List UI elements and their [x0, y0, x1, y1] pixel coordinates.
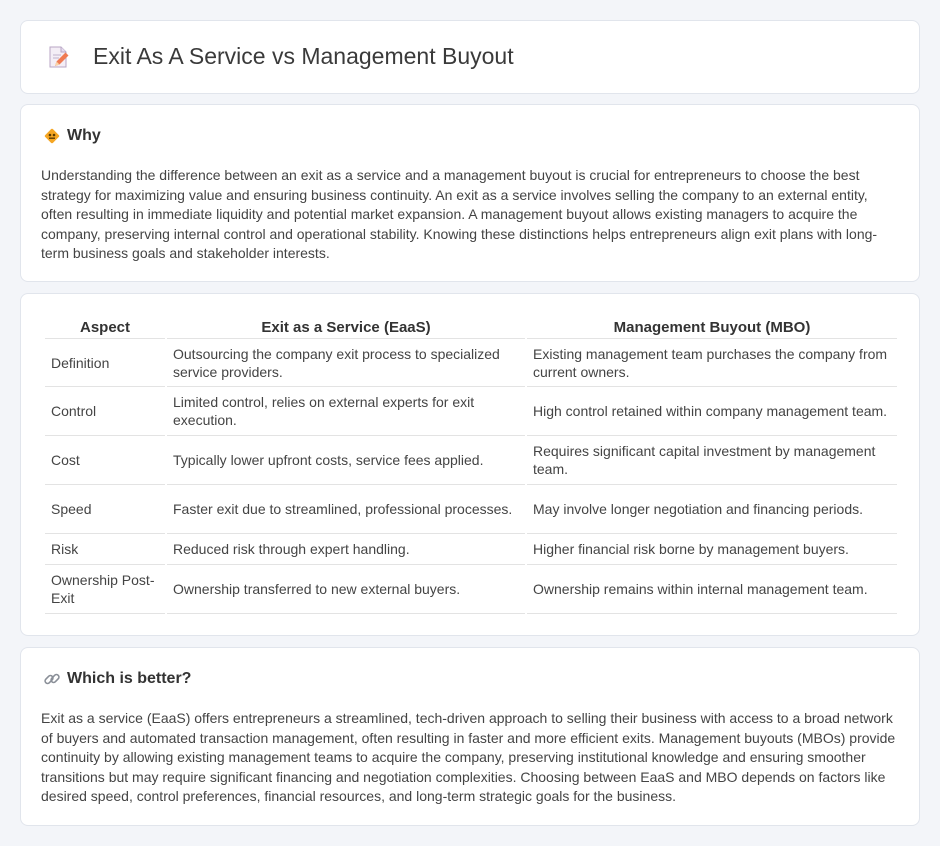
- diamond-sign-icon: [43, 127, 61, 145]
- link-icon: [43, 670, 61, 688]
- which-better-text: Exit as a service (EaaS) offers entrepreneurs a streamlined, tech-driven approach to selling their business with access to a broad network of buyers and automated transaction management, often resulting in faster and more efficient exits. Management buyouts (MBOs) provide continuity by allowing existing management teams to acquire the company, preserving institutional knowledge and ensuring smoother transitions but may require significant financing and negotiation complexities. Choosing between EaaS and MBO depends on factors like desired speed, control preferences, financial resources, and long-term strategic goals for the business.: [41, 710, 896, 804]
- header-aspect: Aspect: [79, 318, 131, 336]
- header-eaas: Exit as a Service (EaaS): [261, 318, 431, 336]
- aspect-cell: Ownership Post-Exit: [45, 565, 165, 614]
- aspect-cell: Cost: [45, 436, 165, 485]
- eaas-cell: Outsourcing the company exit process to specialized service providers.: [167, 338, 525, 387]
- header-mbo: Management Buyout (MBO): [613, 318, 811, 336]
- table-row: [45, 565, 897, 614]
- document-pencil-icon: [45, 44, 71, 70]
- aspect-cell: Risk: [45, 534, 165, 565]
- page-title: Exit As A Service vs Management Buyout: [93, 43, 514, 69]
- eaas-cell: Faster exit due to streamlined, professional processes.: [167, 485, 525, 534]
- table-row: [45, 338, 897, 387]
- which-better-title: Which is better?: [67, 670, 192, 687]
- aspect-cell: Speed: [45, 485, 165, 534]
- which-better-section: [20, 647, 920, 826]
- eaas-cell: Ownership transferred to new external buyers.: [167, 565, 525, 614]
- comparison-table: [43, 316, 899, 614]
- page-title-row: [45, 43, 514, 70]
- why-heading: [43, 127, 101, 145]
- eaas-cell: Reduced risk through expert handling.: [167, 534, 525, 565]
- eaas-cell: Limited control, relies on external experts for exit execution.: [167, 387, 525, 436]
- which-better-heading: [43, 670, 191, 688]
- table-row: [45, 485, 897, 534]
- comparison-section: [20, 293, 920, 636]
- table-header-row: [45, 316, 897, 338]
- mbo-cell: Existing management team purchases the company from current owners.: [527, 338, 897, 387]
- table-row: [45, 387, 897, 436]
- mbo-cell: Higher financial risk borne by management buyers.: [527, 534, 897, 565]
- mbo-cell: Ownership remains within internal management team.: [527, 565, 897, 614]
- table-row: [45, 436, 897, 485]
- why-text: Understanding the difference between an exit as a service and a management buyout is crucial for entrepreneurs to choose the best strategy for maximizing value and ensuring business continuity. An exit as a service involves selling the company to an external entity, often resulting in immediate liquidity and potential market expansion. A management buyout allows existing managers to acquire the company, preserving internal control and operational stability. Knowing these distinctions helps entrepreneurs align exit plans with long-term business goals and stakeholder interests.: [41, 167, 878, 261]
- mbo-cell: May involve longer negotiation and financing periods.: [527, 485, 897, 534]
- why-title: Why: [67, 127, 101, 144]
- eaas-cell: Typically lower upfront costs, service fees applied.: [167, 436, 525, 485]
- aspect-cell: Definition: [45, 338, 165, 387]
- table-row: [45, 534, 897, 565]
- header-card: [20, 20, 920, 94]
- why-section: [20, 104, 920, 282]
- mbo-cell: High control retained within company management team.: [527, 387, 897, 436]
- mbo-cell: Requires significant capital investment by management team.: [527, 436, 897, 485]
- aspect-cell: Control: [45, 387, 165, 436]
